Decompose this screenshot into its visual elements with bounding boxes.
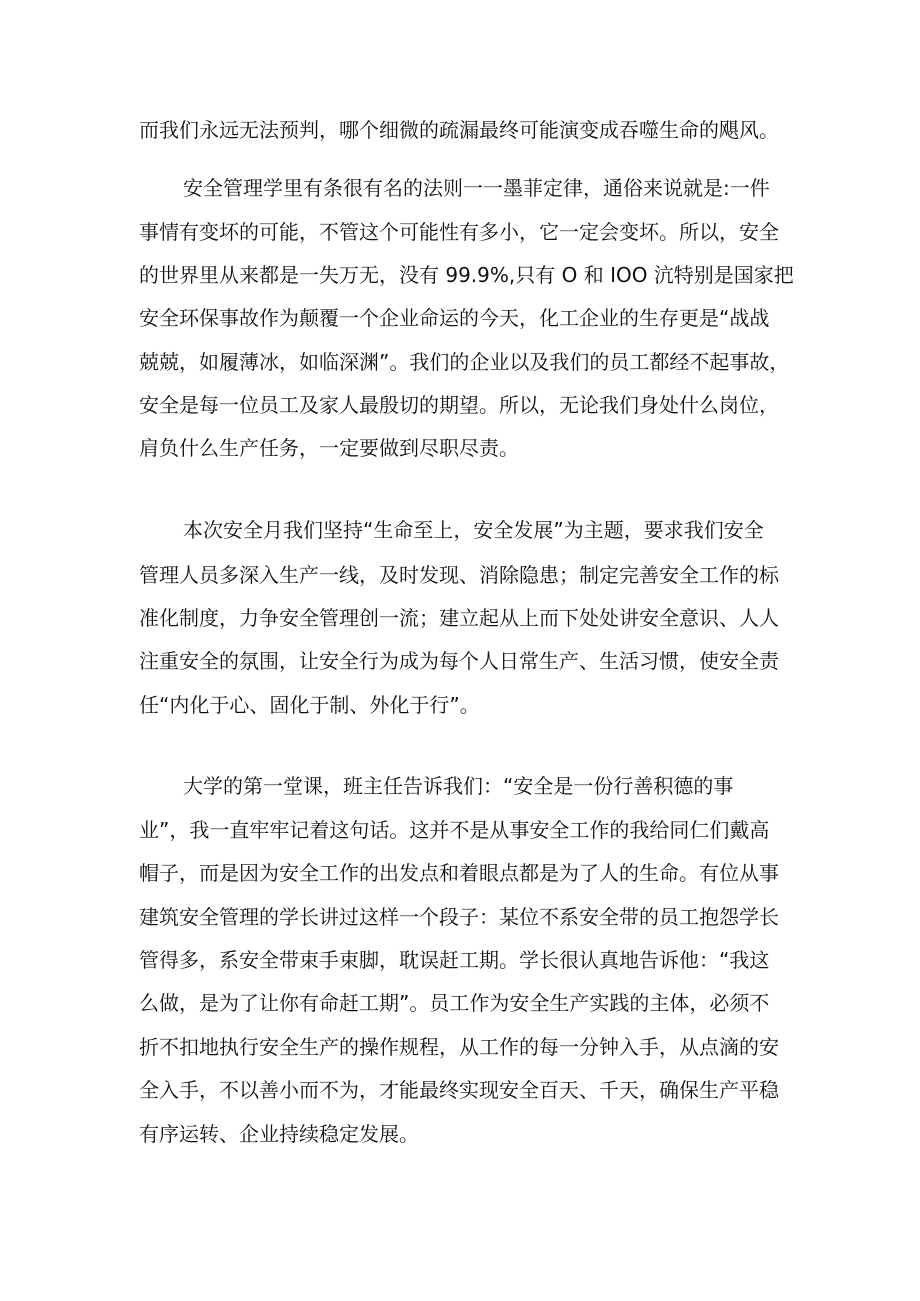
text-line-16: 帽子，而是因为安全工作的出发点和着眼点都是为了人的生命。有位从事 — [139, 861, 779, 885]
text-line-5: 安全环保事故作为颠覆一个企业命运的今天，化工企业的生存更是“战战 — [139, 306, 770, 330]
text-line-1: 而我们永远无法预判，哪个细微的疏漏最终可能演变成吞噬生命的飓风。 — [139, 118, 779, 142]
text-line-12: 注重安全的氛围，让安全行为成为每个人日常生产、生活习惯，使安全责 — [139, 649, 779, 673]
text-line-7: 安全是每一位员工及家人最殷切的期望。所以，无论我们身处什么岗位， — [139, 393, 779, 417]
text-line-13: 任“内化于心、固化于制、外化于行”。 — [139, 693, 480, 717]
text-line-10: 管理人员多深入生产一线，及时发现、消除隐患；制定完善安全工作的标 — [139, 563, 779, 587]
text-line-19: 么做，是为了让你有命赶工期”。员工作为安全生产实践的主体，必须不 — [139, 991, 770, 1015]
text-line-9: 本次安全月我们坚持“生命至上，安全发展”为主题，要求我们安全 — [183, 518, 764, 542]
text-line-17: 建筑安全管理的学长讲过这样一个段子：某位不系安全带的员工抱怨学长 — [139, 905, 779, 929]
text-line-11: 准化制度，力争安全管理创一流；建立起从上而下处处讲安全意识、人人 — [139, 606, 779, 630]
text-line-15: 业”，我一直牢牢记着这句话。这并不是从事安全工作的我给同仁们戴高 — [139, 818, 770, 842]
text-line-3: 事情有变坏的可能，不管这个可能性有多小，它一定会变坏。所以，安全 — [139, 220, 779, 244]
text-line-8: 肩负什么生产任务，一定要做到尽职尽责。 — [139, 436, 519, 460]
text-line-22: 有序运转、企业持续稳定发展。 — [139, 1122, 419, 1146]
text-line-18: 管得多，系安全带束手束脚，耽误赶工期。学长很认真地告诉他：“我这 — [139, 948, 770, 972]
text-line-14: 大学的第一堂课，班主任告诉我们：“安全是一份行善积德的事 — [183, 774, 734, 798]
text-line-20: 折不扣地执行安全生产的操作规程，从工作的每一分钟入手，从点滴的安 — [139, 1035, 779, 1059]
text-line-21: 全入手，不以善小而不为，才能最终实现安全百天、千天，确保生产平稳 — [139, 1078, 779, 1102]
text-line-4: 的世界里从来都是一失万无，没有 99.9%,只有 O 和 IOO 沆特别是国家把 — [139, 263, 794, 287]
text-line-2: 安全管理学里有条很有名的法则一一墨菲定律，通俗来说就是:一件 — [183, 176, 770, 200]
text-line-6: 兢兢，如履薄冰，如临深渊”。我们的企业以及我们的员工都经不起事故， — [139, 350, 790, 374]
